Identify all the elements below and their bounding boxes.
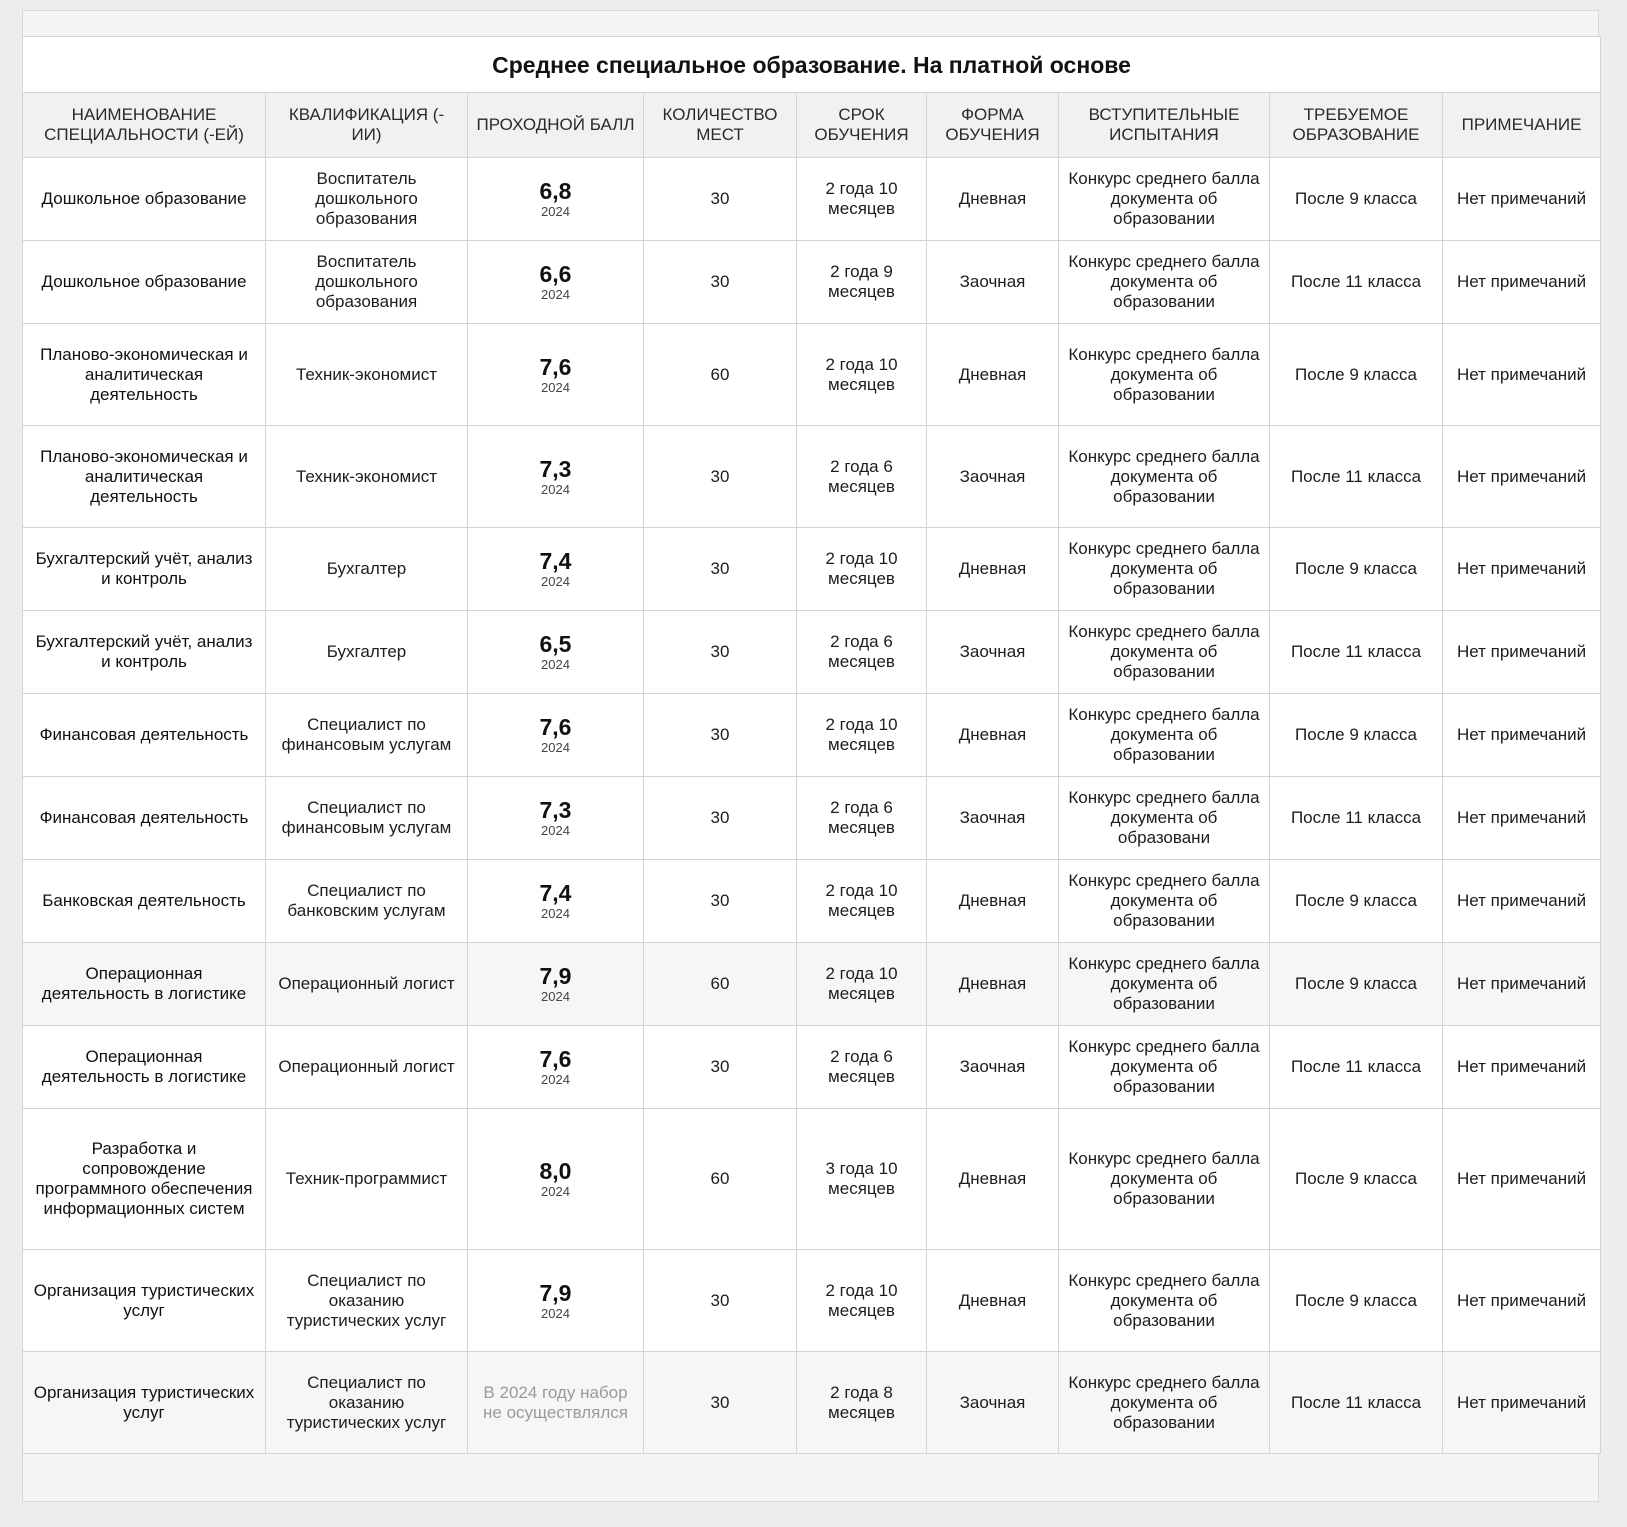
table-body [23,158,1601,1454]
note-cell: Нет примечаний [1443,241,1601,324]
entrance-exams-cell: Конкурс среднего балла документа об образовании [1059,611,1270,694]
places-cell: 30 [644,694,797,777]
required-education-cell: После 11 класса [1270,241,1443,324]
required-education-cell: После 9 класса [1270,528,1443,611]
required-education-cell: После 9 класса [1270,324,1443,426]
duration-cell: 2 года 6 месяцев [797,777,927,860]
qualification-cell: Специалист по банковским услугам [266,860,468,943]
study-form-cell: Дневная [927,158,1059,241]
duration-cell: 2 года 10 месяцев [797,694,927,777]
study-form-cell: Дневная [927,528,1059,611]
table-row [23,241,1601,324]
passing-score-year: 2024 [541,740,570,755]
note-cell: Нет примечаний [1443,1352,1601,1454]
qualification-cell: Специалист по оказанию туристических услуг [266,1250,468,1352]
header-passing-score: ПРОХОДНОЙ БАЛЛ [468,93,644,158]
duration-cell: 2 года 10 месяцев [797,943,927,1026]
passing-score-cell [468,158,644,241]
entrance-exams-cell: Конкурс среднего балла документа об образовании [1059,694,1270,777]
passing-score-cell [468,1026,644,1109]
qualification-cell: Техник-экономист [266,324,468,426]
note-cell: Нет примечаний [1443,1026,1601,1109]
entrance-exams-cell: Конкурс среднего балла документа об образовании [1059,324,1270,426]
passing-score-cell [468,777,644,860]
entrance-exams-cell: Конкурс среднего балла документа об образовании [1059,860,1270,943]
required-education-cell: После 11 класса [1270,611,1443,694]
passing-score-value: 7,6 [539,1046,572,1072]
entrance-exams-cell: Конкурс среднего балла документа об образовании [1059,1109,1270,1250]
required-education-cell: После 11 класса [1270,1026,1443,1109]
passing-score-value: 7,9 [539,963,572,989]
places-cell: 30 [644,1250,797,1352]
duration-cell: 2 года 10 месяцев [797,528,927,611]
passing-score-year: 2024 [541,657,570,672]
table-row [23,1109,1601,1250]
passing-score-value: 6,6 [539,261,572,287]
places-cell: 30 [644,528,797,611]
passing-score-value: 7,3 [539,455,572,482]
table-row [23,943,1601,1026]
entrance-exams-cell: Конкурс среднего балла документа об образовании [1059,426,1270,528]
duration-cell: 3 года 10 месяцев [797,1109,927,1250]
specialty-cell: Бухгалтерский учёт, анализ и контроль [23,611,266,694]
study-form-cell: Дневная [927,1250,1059,1352]
table-row [23,426,1601,528]
required-education-cell: После 11 класса [1270,1352,1443,1454]
duration-cell: 2 года 6 месяцев [797,1026,927,1109]
passing-score-year: 2024 [541,1072,570,1087]
entrance-exams-cell: Конкурс среднего балла документа об образовании [1059,158,1270,241]
note-cell: Нет примечаний [1443,611,1601,694]
passing-score-cell [468,611,644,694]
qualification-cell: Специалист по оказанию туристических услуг [266,1352,468,1454]
required-education-cell: После 9 класса [1270,860,1443,943]
qualification-cell: Воспитатель дошкольного образования [266,241,468,324]
specialty-cell: Дошкольное образование [23,158,266,241]
required-education-cell: После 11 класса [1270,426,1443,528]
passing-score-cell [468,694,644,777]
study-form-cell: Дневная [927,943,1059,1026]
table-title: Среднее специальное образование. На платной основе [23,37,1601,93]
header-required-education: ТРЕБУЕМОЕ ОБРАЗОВАНИЕ [1270,93,1443,158]
note-cell: Нет примечаний [1443,1109,1601,1250]
specialty-cell: Разработка и сопровождение программного обеспечения информационных систем [23,1109,266,1250]
passing-score-year: 2024 [541,481,570,497]
note-cell: Нет примечаний [1443,324,1601,426]
passing-score-year: 2024 [541,574,570,589]
study-form-cell: Дневная [927,694,1059,777]
header-entrance-exams: ВСТУПИТЕЛЬНЫЕ ИСПЫТАНИЯ [1059,93,1270,158]
qualification-cell: Специалист по финансовым услугам [266,777,468,860]
passing-score-cell [468,528,644,611]
passing-score-cell [468,860,644,943]
specialty-cell: Организация туристических услуг [23,1250,266,1352]
duration-cell: 2 года 10 месяцев [797,324,927,426]
duration-cell: 2 года 6 месяцев [797,611,927,694]
places-cell: 30 [644,1352,797,1454]
passing-score-value: 6,5 [539,631,572,657]
entrance-exams-cell: Конкурс среднего балла документа об образовании [1059,1352,1270,1454]
header-study-form: ФОРМА ОБУЧЕНИЯ [927,93,1059,158]
passing-score-cell [468,324,644,426]
entrance-exams-cell: Конкурс среднего балла документа об образовании [1059,943,1270,1026]
required-education-cell: После 9 класса [1270,943,1443,1026]
specialty-cell: Дошкольное образование [23,241,266,324]
passing-score-value: 8,0 [539,1158,572,1184]
passing-score-year: 2024 [541,906,570,921]
entrance-exams-cell: Конкурс среднего балла документа об образовании [1059,241,1270,324]
passing-score-year: 2024 [541,204,570,219]
places-cell: 30 [644,777,797,860]
table-row [23,1250,1601,1352]
qualification-cell: Техник-программист [266,1109,468,1250]
study-form-cell: Дневная [927,1109,1059,1250]
places-cell: 60 [644,1109,797,1250]
header-specialty: НАИМЕНОВАНИЕ СПЕЦИАЛЬНОСТИ (-ЕЙ) [23,93,266,158]
required-education-cell: После 9 класса [1270,1109,1443,1250]
places-cell: 60 [644,943,797,1026]
qualification-cell: Бухгалтер [266,611,468,694]
places-cell: 30 [644,426,797,528]
passing-score-value: 7,9 [539,1279,572,1306]
passing-score-cell [468,943,644,1026]
passing-score-year: 2024 [541,287,570,302]
specialty-cell: Операционная деятельность в логистике [23,943,266,1026]
specialty-cell: Финансовая деятельность [23,777,266,860]
table-row [23,158,1601,241]
note-cell: Нет примечаний [1443,694,1601,777]
note-cell: Нет примечаний [1443,1250,1601,1352]
table-row [23,324,1601,426]
note-cell: Нет примечаний [1443,528,1601,611]
places-cell: 30 [644,860,797,943]
entrance-exams-cell: Конкурс среднего балла документа об образовании [1059,1250,1270,1352]
passing-score-value: 7,6 [539,714,572,740]
required-education-cell: После 9 класса [1270,1250,1443,1352]
passing-score-value: 7,3 [539,797,572,823]
study-form-cell: Заочная [927,1352,1059,1454]
study-form-cell: Дневная [927,860,1059,943]
places-cell: 30 [644,611,797,694]
qualification-cell: Бухгалтер [266,528,468,611]
table-row [23,777,1601,860]
header-places: КОЛИЧЕСТВО МЕСТ [644,93,797,158]
study-form-cell: Заочная [927,777,1059,860]
table-row [23,860,1601,943]
study-form-cell: Заочная [927,426,1059,528]
passing-score-cell [468,1352,644,1454]
header-note: ПРИМЕЧАНИЕ [1443,93,1601,158]
qualification-cell: Операционный логист [266,943,468,1026]
passing-score-value: 6,8 [539,178,572,204]
places-cell: 30 [644,241,797,324]
specialty-cell: Планово-экономическая и аналитическая деятельность [23,426,266,528]
passing-score-note: В 2024 году набор не осуществлялся [483,1382,628,1422]
table-row [23,1352,1601,1454]
specialty-cell: Банковская деятельность [23,860,266,943]
entrance-exams-cell: Конкурс среднего балла документа об образовании [1059,528,1270,611]
table-row [23,611,1601,694]
study-form-cell: Заочная [927,241,1059,324]
specialty-cell: Операционная деятельность в логистике [23,1026,266,1109]
duration-cell: 2 года 6 месяцев [797,426,927,528]
qualification-cell: Операционный логист [266,1026,468,1109]
qualification-cell: Специалист по финансовым услугам [266,694,468,777]
passing-score-cell [468,1250,644,1352]
duration-cell: 2 года 9 месяцев [797,241,927,324]
header-qualification: КВАЛИФИКАЦИЯ (-ИИ) [266,93,468,158]
specialty-cell: Планово-экономическая и аналитическая деятельность [23,324,266,426]
table-row [23,528,1601,611]
header-row [23,93,1601,158]
passing-score-cell [468,426,644,528]
passing-score-year: 2024 [541,1184,570,1199]
note-cell: Нет примечаний [1443,777,1601,860]
entrance-exams-cell: Конкурс среднего балла документа об образовании [1059,1026,1270,1109]
study-form-cell: Дневная [927,324,1059,426]
specialty-cell: Организация туристических услуг [23,1352,266,1454]
passing-score-year: 2024 [541,989,570,1004]
passing-score-value: 7,6 [539,353,572,380]
duration-cell: 2 года 8 месяцев [797,1352,927,1454]
qualification-cell: Воспитатель дошкольного образования [266,158,468,241]
passing-score-value: 7,4 [539,548,572,574]
passing-score-year: 2024 [541,823,570,838]
places-cell: 30 [644,1026,797,1109]
table-row [23,1026,1601,1109]
note-cell: Нет примечаний [1443,943,1601,1026]
duration-cell: 2 года 10 месяцев [797,158,927,241]
note-cell: Нет примечаний [1443,158,1601,241]
duration-cell: 2 года 10 месяцев [797,860,927,943]
passing-score-value: 7,4 [539,880,572,906]
required-education-cell: После 11 класса [1270,777,1443,860]
passing-score-year: 2024 [541,1305,570,1321]
header-duration: СРОК ОБУЧЕНИЯ [797,93,927,158]
table-row [23,694,1601,777]
places-cell: 30 [644,158,797,241]
passing-score-cell [468,241,644,324]
note-cell: Нет примечаний [1443,860,1601,943]
specialty-cell: Бухгалтерский учёт, анализ и контроль [23,528,266,611]
note-cell: Нет примечаний [1443,426,1601,528]
study-form-cell: Заочная [927,611,1059,694]
qualification-cell: Техник-экономист [266,426,468,528]
duration-cell: 2 года 10 месяцев [797,1250,927,1352]
required-education-cell: После 9 класса [1270,694,1443,777]
required-education-cell: После 9 класса [1270,158,1443,241]
places-cell: 60 [644,324,797,426]
passing-score-year: 2024 [541,379,570,395]
specialty-cell: Финансовая деятельность [23,694,266,777]
study-form-cell: Заочная [927,1026,1059,1109]
passing-score-cell [468,1109,644,1250]
entrance-exams-cell: Конкурс среднего балла документа об образовани [1059,777,1270,860]
admission-table [22,36,1601,1454]
